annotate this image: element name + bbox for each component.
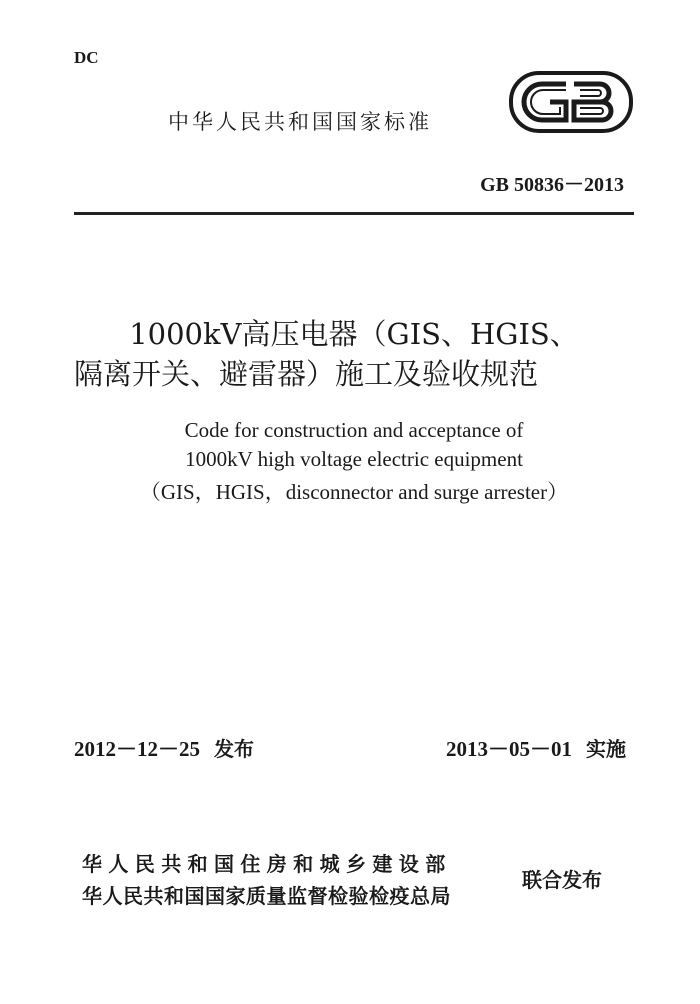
title-en-line2: 1000kV high voltage electric equipment xyxy=(185,447,523,471)
issuer-ministry: 华人民共和国住房和城乡建设部 xyxy=(82,852,452,876)
header-divider xyxy=(74,212,634,215)
effective-label: 实施 xyxy=(586,737,626,761)
joint-issue-label: 联合发布 xyxy=(522,868,602,892)
effective-date-block xyxy=(446,733,626,763)
title-cn-line2: 隔离开关、避雷器）施工及验收规范 xyxy=(74,357,539,391)
issuer-aqsiq: 华人民共和国国家质量监督检验检疫总局 xyxy=(82,884,451,908)
udc-label: DC xyxy=(74,48,99,67)
title-cn-line1: 1000kV高压电器（GIS、HGIS、 xyxy=(129,317,579,351)
title-en-line3: （GIS，HGIS，disconnector and surge arrester） xyxy=(139,480,569,504)
standard-number: GB 50836－2013 xyxy=(480,174,624,196)
issue-date: 2012－12－25 xyxy=(74,737,200,761)
issue-label: 发布 xyxy=(214,737,254,761)
gb-logo xyxy=(508,70,634,134)
issue-date-block xyxy=(74,733,254,763)
effective-date: 2013－05－01 xyxy=(446,737,572,761)
national-standard-heading: 中华人民共和国国家标准 xyxy=(168,110,432,134)
title-en-line1: Code for construction and acceptance of xyxy=(184,418,524,442)
